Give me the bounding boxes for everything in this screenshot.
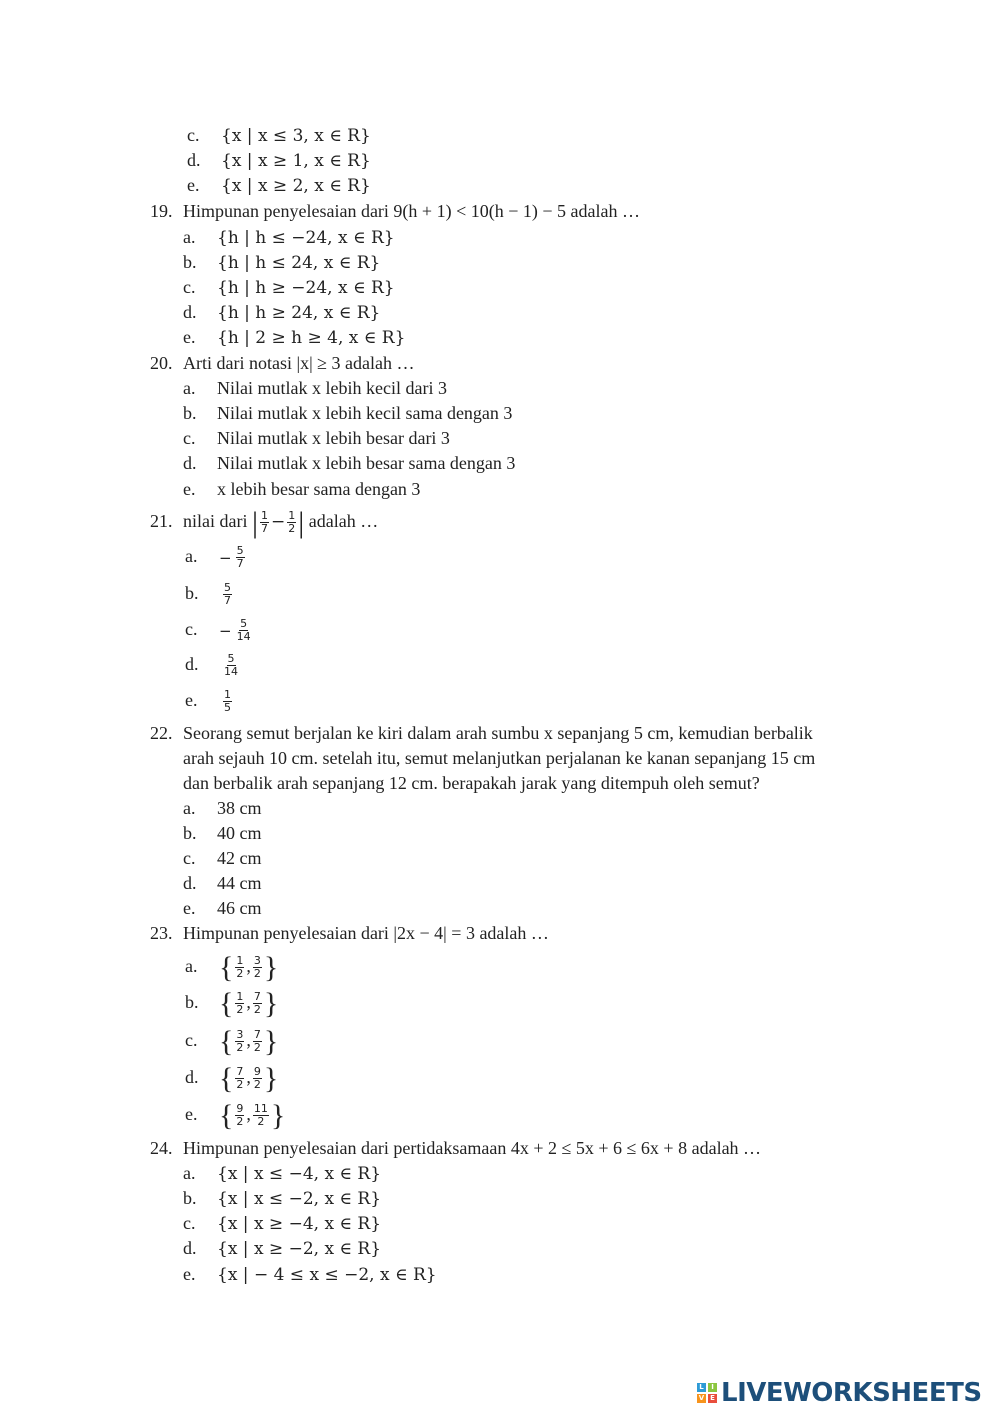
q22-option-b: b. 40 cm: [183, 823, 262, 843]
q22-prompt-line-3: dan berbalik arah sepanjang 12 cm. berapakah jarak yang ditempuh oleh semut?: [183, 773, 760, 793]
q24-option-a: a. {x | x ≤ −4, x ∈ R}: [183, 1163, 382, 1184]
fraction: $\frac{3}{2}$: [236, 1028, 244, 1055]
q21-option-e: e. $\frac{1}{5}$: [185, 688, 231, 715]
logo-grid-icon: L I V E: [697, 1383, 717, 1403]
q22-prompt-line-2: arah sejauh 10 cm. setelah itu, semut melanjutkan perjalanan ke kanan sepanjang 15 cm: [183, 748, 816, 768]
q19-option-d: d. {h | h ≥ 24, x ∈ R}: [183, 302, 381, 323]
q20-option-e: e. x lebih besar sama dengan 3: [183, 479, 421, 499]
q23-prompt: 23. Himpunan penyelesaian dari |2x − 4| = 3 adalah …: [150, 923, 549, 943]
q20-option-c: c. Nilai mutlak x lebih besar dari 3: [183, 428, 450, 448]
q21-option-b: b. $\frac{5}{7}$: [185, 581, 231, 608]
abs-bar-left: |: [251, 505, 258, 539]
fraction: $\frac{7}{2}$: [253, 1028, 261, 1055]
fraction: $\frac{9}{2}$: [236, 1102, 244, 1129]
q22-option-e: e. 46 cm: [183, 898, 262, 918]
fraction: $\frac{1}{7}$: [261, 509, 268, 536]
q21-option-a: a. − $\frac{5}{7}$: [185, 544, 244, 571]
fraction: $\frac{1}{2}$: [236, 990, 244, 1017]
liveworksheets-logo[interactable]: [697, 1378, 982, 1408]
q19-option-b: b. {h | h ≤ 24, x ∈ R}: [183, 252, 381, 273]
q20-option-d: d. Nilai mutlak x lebih besar sama dengan 3: [183, 453, 516, 473]
q23-option-a: a. { $\frac{1}{2}$ , $\frac{3}{2}$ }: [185, 950, 279, 984]
fraction: $\frac{1}{5}$: [224, 688, 231, 715]
q24-option-b: b. {x | x ≤ −2, x ∈ R}: [183, 1188, 382, 1209]
q18-option-d: d. {x | x ≥ 1, x ∈ R}: [187, 150, 371, 171]
q18-option-c: c. {x | x ≤ 3, x ∈ R}: [187, 125, 371, 146]
fraction: $\frac{1}{2}$: [288, 509, 296, 536]
q24-prompt: 24. Himpunan penyelesaian dari pertidaksamaan 4x + 2 ≤ 5x + 6 ≤ 6x + 8 adalah …: [150, 1138, 762, 1158]
fraction: $\frac{7}{2}$: [253, 990, 261, 1017]
q19-option-a: a. {h | h ≤ −24, x ∈ R}: [183, 227, 395, 248]
q24-option-c: c. {x | x ≥ −4, x ∈ R}: [183, 1213, 382, 1234]
q24-option-e: e. {x | − 4 ≤ x ≤ −2, x ∈ R}: [183, 1264, 437, 1285]
fraction: $\frac{5}{14}$: [224, 652, 238, 679]
q22-prompt-line-1: 22. Seorang semut berjalan ke kiri dalam arah sumbu x sepanjang 5 cm, kemudian berbalik: [150, 723, 813, 743]
q22-option-d: d. 44 cm: [183, 873, 262, 893]
q19-option-e: e. {h | 2 ≥ h ≥ 4, x ∈ R}: [183, 327, 406, 348]
fraction: $\frac{3}{2}$: [253, 954, 261, 981]
fraction: $\frac{9}{2}$: [253, 1065, 261, 1092]
fraction: $\frac{5}{14}$: [236, 617, 251, 644]
fraction: $\frac{7}{2}$: [236, 1065, 244, 1092]
logo-wordmark: LIVEWORKSHEETS: [721, 1378, 982, 1408]
fraction: $\frac{1}{2}$: [236, 954, 244, 981]
q23-option-b: b. { $\frac{1}{2}$ , $\frac{7}{2}$ }: [185, 986, 279, 1020]
q20-option-a: a. Nilai mutlak x lebih kecil dari 3: [183, 378, 447, 398]
q22-option-a: a. 38 cm: [183, 798, 262, 818]
q21-option-d: d. $\frac{5}{14}$: [185, 652, 238, 679]
fraction: $\frac{11}{2}$: [253, 1102, 268, 1129]
q20-prompt: 20. Arti dari notasi |x| ≥ 3 adalah …: [150, 353, 415, 373]
q19-option-c: c. {h | h ≥ −24, x ∈ R}: [183, 277, 395, 298]
q21-option-c: c. − $\frac{5}{14}$: [185, 617, 251, 644]
q21-prompt: 21. nilai dari | $\frac{1}{7}$ − $\frac{1}{2}$ | adalah …: [150, 505, 379, 539]
q19-prompt: 19. Himpunan penyelesaian dari 9(h + 1) < 10(h − 1) − 5 adalah …: [150, 201, 640, 221]
q18-option-e: e. {x | x ≥ 2, x ∈ R}: [187, 175, 371, 196]
q23-option-c: c. { $\frac{3}{2}$ , $\frac{7}{2}$ }: [185, 1024, 279, 1058]
fraction: $\frac{5}{7}$: [224, 581, 231, 608]
q20-option-b: b. Nilai mutlak x lebih kecil sama dengan 3: [183, 403, 513, 423]
q23-option-d: d. { $\frac{7}{2}$ , $\frac{9}{2}$ }: [185, 1061, 279, 1095]
q23-option-e: e. { $\frac{9}{2}$ , $\frac{11}{2}$ }: [185, 1098, 286, 1132]
q24-option-d: d. {x | x ≥ −2, x ∈ R}: [183, 1238, 382, 1259]
fraction: $\frac{5}{7}$: [236, 544, 244, 571]
q22-option-c: c. 42 cm: [183, 848, 262, 868]
abs-bar-right: |: [298, 505, 305, 539]
